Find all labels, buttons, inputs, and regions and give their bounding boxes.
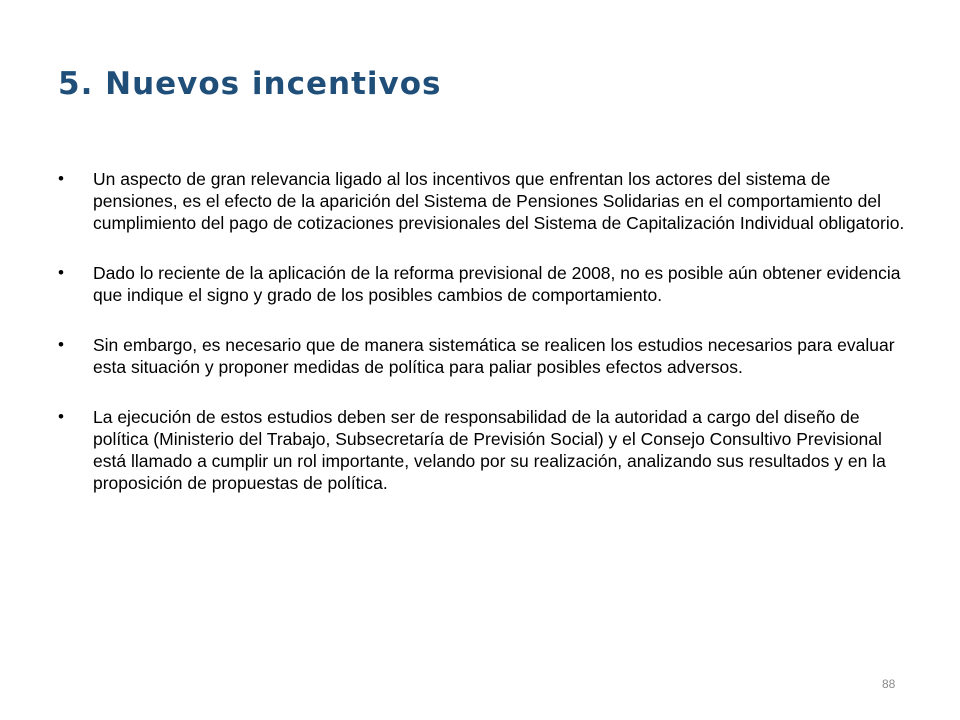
bullet-icon: • [58, 335, 64, 354]
bullet-text: Un aspecto de gran relevancia ligado al los incentivos que enfrentan los actores del sistema de pensiones, es el efecto de la aparición del Sistema de Pensiones Solidarias en el comportamiento del cumplimiento del pago de cotizaciones previsionales del Sistema de Capitalización Individual obligatorio. [93, 169, 905, 233]
bullet-icon: • [58, 169, 64, 188]
bullet-list [58, 168, 918, 522]
bullet-item-1 [58, 168, 918, 234]
page-number: 88 [882, 677, 896, 691]
bullet-icon: • [58, 407, 64, 426]
bullet-text: Sin embargo, es necesario que de manera sistemática se realicen los estudios necesarios para evaluar esta situación y proponer medidas de política para paliar posibles efectos adversos. [93, 335, 895, 377]
bullet-item-2 [58, 262, 918, 306]
bullet-text: Dado lo reciente de la aplicación de la reforma previsional de 2008, no es posible aún obtener evidencia que indique el signo y grado de los posibles cambios de comportamiento. [93, 263, 901, 305]
bullet-item-3 [58, 334, 918, 378]
bullet-item-4 [58, 406, 918, 494]
bullet-text: La ejecución de estos estudios deben ser de responsabilidad de la autoridad a cargo del diseño de política (Ministerio del Trabajo, Subsecretaría de Previsión Social) y el Consejo Consultivo Previsional está llamado a cumplir un rol importante, velando por su realización, analizando sus resultados y en la proposición de propuestas de política. [93, 407, 886, 493]
bullet-icon: • [58, 263, 64, 282]
slide-title: 5. Nuevos incentivos [58, 66, 442, 102]
